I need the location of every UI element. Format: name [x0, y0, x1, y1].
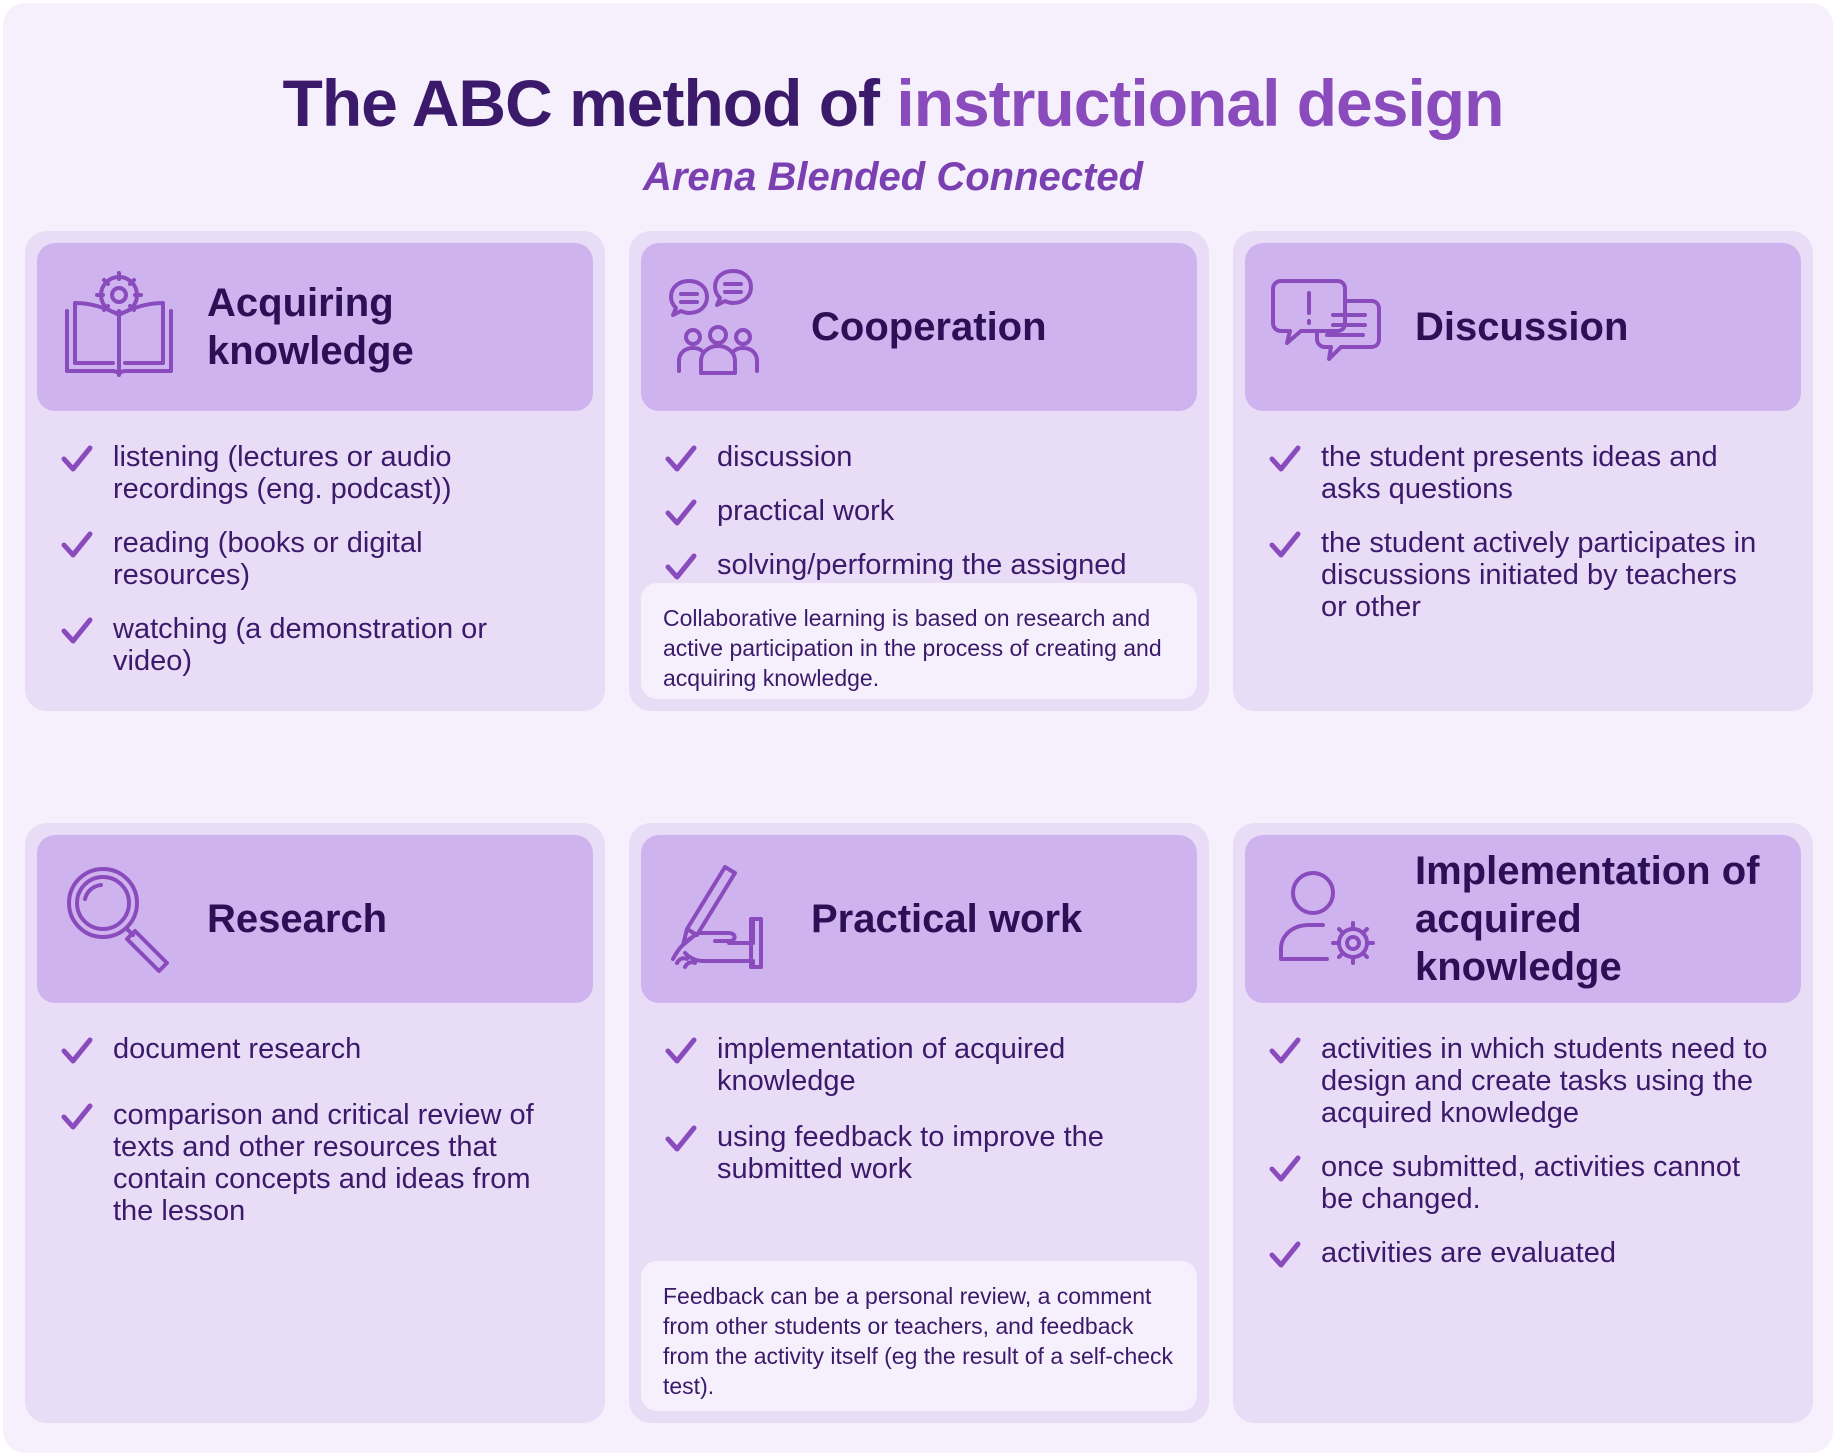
group-chat-icon — [663, 267, 783, 387]
card-items — [1269, 1033, 1769, 1291]
cooperation-note: Collaborative learning is based on research and active participation in the process of creating and acquiring knowledge. — [641, 583, 1197, 699]
check-icon — [665, 1037, 697, 1065]
check-icon — [1269, 1241, 1301, 1269]
title-main: The ABC method of — [282, 66, 897, 140]
card-discussion — [1233, 231, 1813, 711]
check-icon — [61, 445, 93, 473]
card-header — [641, 243, 1197, 411]
card-title: Practical work — [811, 897, 1083, 941]
check-icon — [1269, 1037, 1301, 1065]
card-title: Research — [207, 897, 388, 941]
check-icon — [665, 1125, 697, 1153]
hand-writing-icon — [663, 859, 783, 979]
card-research — [25, 823, 605, 1423]
list-item: reading (books or digital resources) — [61, 527, 561, 591]
card-header — [37, 835, 593, 1003]
check-icon — [665, 553, 697, 581]
list-item: activities in which students need to design and create tasks using the acquired knowledge — [1269, 1033, 1769, 1129]
magnifier-icon — [59, 859, 179, 979]
list-item: comparison and critical review of texts and other resources that contain concepts and ideas from the lesson — [61, 1099, 561, 1227]
open-book-gear-icon — [59, 267, 179, 387]
list-item: discussion — [665, 441, 1165, 473]
speech-bubbles-icon — [1267, 267, 1387, 387]
card-implementation — [1233, 823, 1813, 1423]
card-title: Discussion — [1415, 305, 1629, 349]
user-gear-icon — [1267, 859, 1387, 979]
card-items — [1269, 441, 1769, 645]
page-subtitle: Arena Blended Connected — [642, 155, 1144, 199]
title-accent: instructional design — [896, 66, 1504, 140]
card-items — [61, 441, 561, 699]
list-item: watching (a demonstration or video) — [61, 613, 561, 677]
list-item: listening (lectures or audio recordings (eng. podcast)) — [61, 441, 561, 505]
card-header — [641, 835, 1197, 1003]
card-title: Implementation of acquired knowledge — [1415, 849, 1760, 989]
list-item: activities are evaluated — [1269, 1237, 1769, 1269]
check-icon — [1269, 1155, 1301, 1183]
infographic — [3, 3, 1833, 1453]
feedback-note: Feedback can be a personal review, a comment from other students or teachers, and feedback from the activity itself (eg the result of a self-check test). — [641, 1261, 1197, 1411]
card-items — [61, 1033, 561, 1249]
list-item: document research — [61, 1033, 561, 1065]
list-item: the student presents ideas and asks questions — [1269, 441, 1769, 505]
card-practical-work — [629, 823, 1209, 1423]
card-acquiring-knowledge — [25, 231, 605, 711]
list-item: solving/performing the assigned — [665, 549, 1165, 613]
page-title — [3, 65, 1783, 141]
check-icon — [665, 445, 697, 473]
check-icon — [665, 499, 697, 527]
card-title: Cooperation — [811, 305, 1047, 349]
list-item: practical work — [665, 495, 1165, 527]
check-icon — [61, 617, 93, 645]
check-icon — [61, 1103, 93, 1131]
list-item: the student actively participates in discussions initiated by teachers or other — [1269, 527, 1769, 623]
check-icon — [61, 1037, 93, 1065]
list-item: once submitted, activities cannot be changed. — [1269, 1151, 1769, 1215]
list-item: implementation of acquired knowledge — [665, 1033, 1165, 1097]
card-header — [1245, 243, 1801, 411]
list-item: using feedback to improve the submitted work — [665, 1121, 1165, 1185]
check-icon — [61, 531, 93, 559]
card-cooperation — [629, 231, 1209, 711]
card-title: Acquiring knowledge — [207, 281, 414, 373]
check-icon — [1269, 531, 1301, 559]
card-header — [37, 243, 593, 411]
card-header — [1245, 835, 1801, 1003]
check-icon — [1269, 445, 1301, 473]
card-items — [665, 1033, 1165, 1207]
